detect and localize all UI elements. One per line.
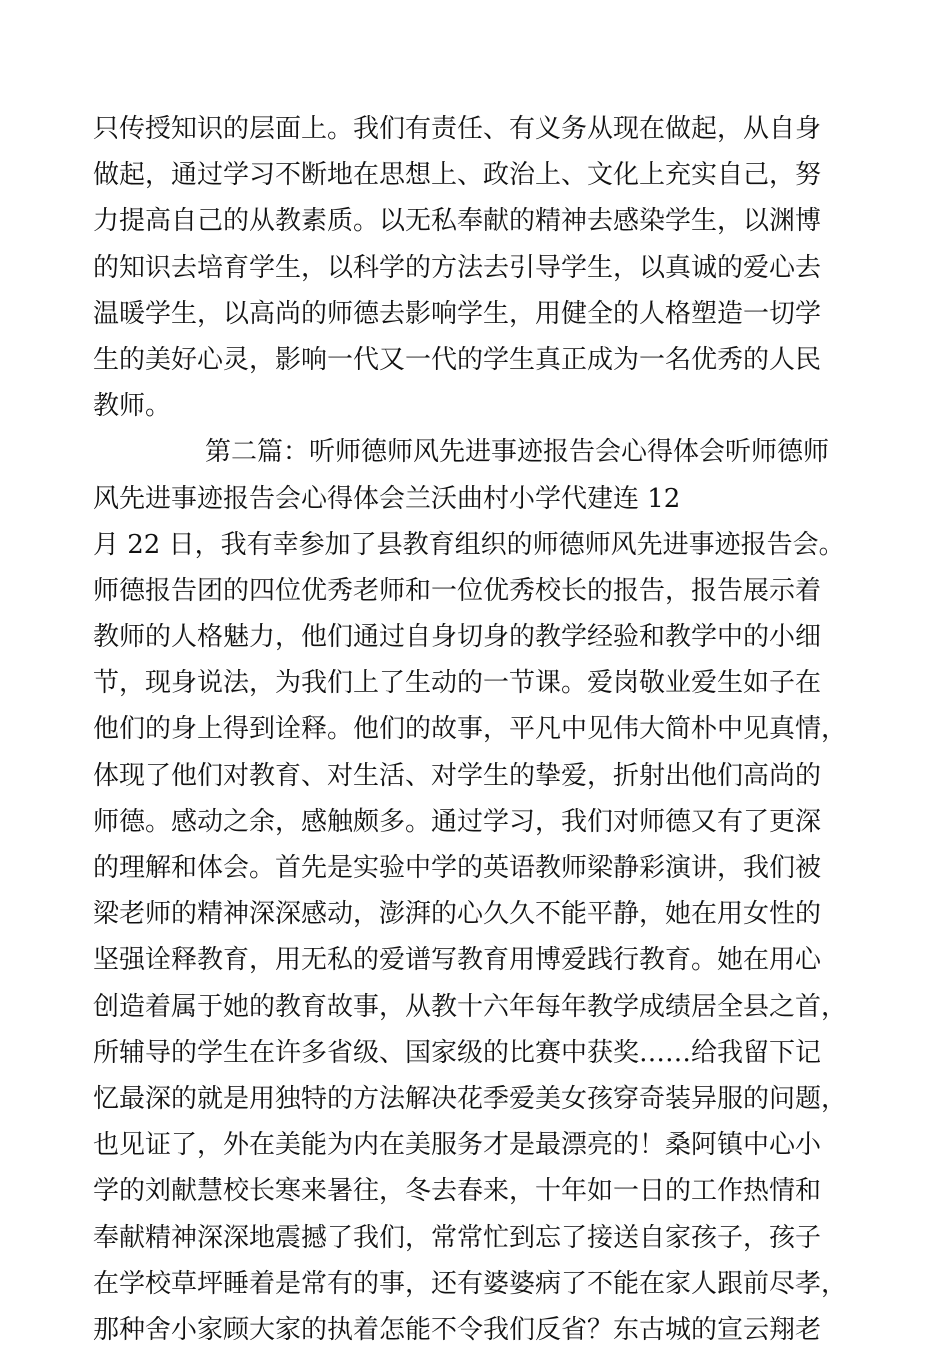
text-line-2: 做起，通过学习不断地在思想上、政治上、文化上充实自己，努 — [93, 160, 822, 191]
text-line-6: 生的美好心灵，影响一代又一代的学生真正成为一名优秀的人民 — [93, 344, 822, 375]
section-heading-line-2: 风先进事迹报告会心得体会兰沃曲村小学代建连 12 — [93, 483, 681, 514]
text-line-5: 温暖学生，以高尚的师德去影响学生，用健全的人格塑造一切学 — [93, 298, 822, 329]
text-line-1: 只传授知识的层面上。我们有责任、有义务从现在做起，从自身 — [93, 114, 822, 144]
text-line-26: 在学校草坪睡着是常有的事，还有婆婆病了不能在家人跟前尽孝， — [93, 1268, 848, 1299]
text-line-21: 所辅导的学生在许多省级、国家级的比赛中获奖……给我留下记 — [93, 1037, 822, 1068]
text-line-14: 他们的身上得到诠释。他们的故事，平凡中见伟大简朴中见真情， — [93, 714, 848, 745]
text-line-3: 力提高自己的从教素质。以无私奉献的精神去感染学生，以渊博 — [93, 206, 822, 237]
text-line-4: 的知识去培育学生，以科学的方法去引导学生，以真诚的爱心去 — [93, 252, 822, 283]
section-heading-line-1: 第二篇：听师德师风先进事迹报告会心得体会听师德师 — [205, 437, 830, 468]
text-line-13: 节，现身说法，为我们上了生动的一节课。爱岗敬业爱生如子在 — [93, 668, 822, 699]
text-line-22: 忆最深的就是用独特的方法解决花季爱美女孩穿奇装异服的问题， — [93, 1083, 848, 1114]
text-line-12: 教师的人格魅力，他们通过自身切身的教学经验和教学中的小细 — [93, 622, 822, 653]
text-line-17: 的理解和体会。首先是实验中学的英语教师梁静彩演讲，我们被 — [93, 853, 822, 883]
text-line-15: 体现了他们对教育、对生活、对学生的挚爱，折射出他们高尚的 — [93, 760, 822, 791]
text-line-27: 那种舍小家顾大家的执着怎能不令我们反省？东古城的宣云翔老 — [93, 1314, 822, 1345]
text-line-18: 梁老师的精神深深感动，澎湃的心久久不能平静，她在用女性的 — [93, 899, 822, 930]
text-line-16: 师德。感动之余，感触颇多。通过学习，我们对师德又有了更深 — [93, 806, 822, 837]
text-line-11: 师德报告团的四位优秀老师和一位优秀校长的报告，报告展示着 — [93, 575, 822, 606]
text-line-23: 也见证了，外在美能为内在美服务才是最漂亮的！桑阿镇中心小 — [93, 1130, 822, 1161]
text-line-10: 月 22 日，我有幸参加了县教育组织的师德师风先进事迹报告会。 — [93, 529, 845, 560]
text-line-7: 教师。 — [93, 391, 172, 422]
text-line-24: 学的刘献慧校长寒来暑往，冬去春来，十年如一日的工作热情和 — [93, 1176, 822, 1207]
text-line-19: 坚强诠释教育，用无私的爱谱写教育用博爱践行教育。她在用心 — [93, 945, 822, 976]
text-line-25: 奉献精神深深地震撼了我们，常常忙到忘了接送自家孩子，孩子 — [93, 1222, 822, 1253]
text-line-20: 创造着属于她的教育故事，从教十六年每年教学成绩居全县之首， — [93, 991, 848, 1022]
body-text — [93, 106, 883, 1353]
